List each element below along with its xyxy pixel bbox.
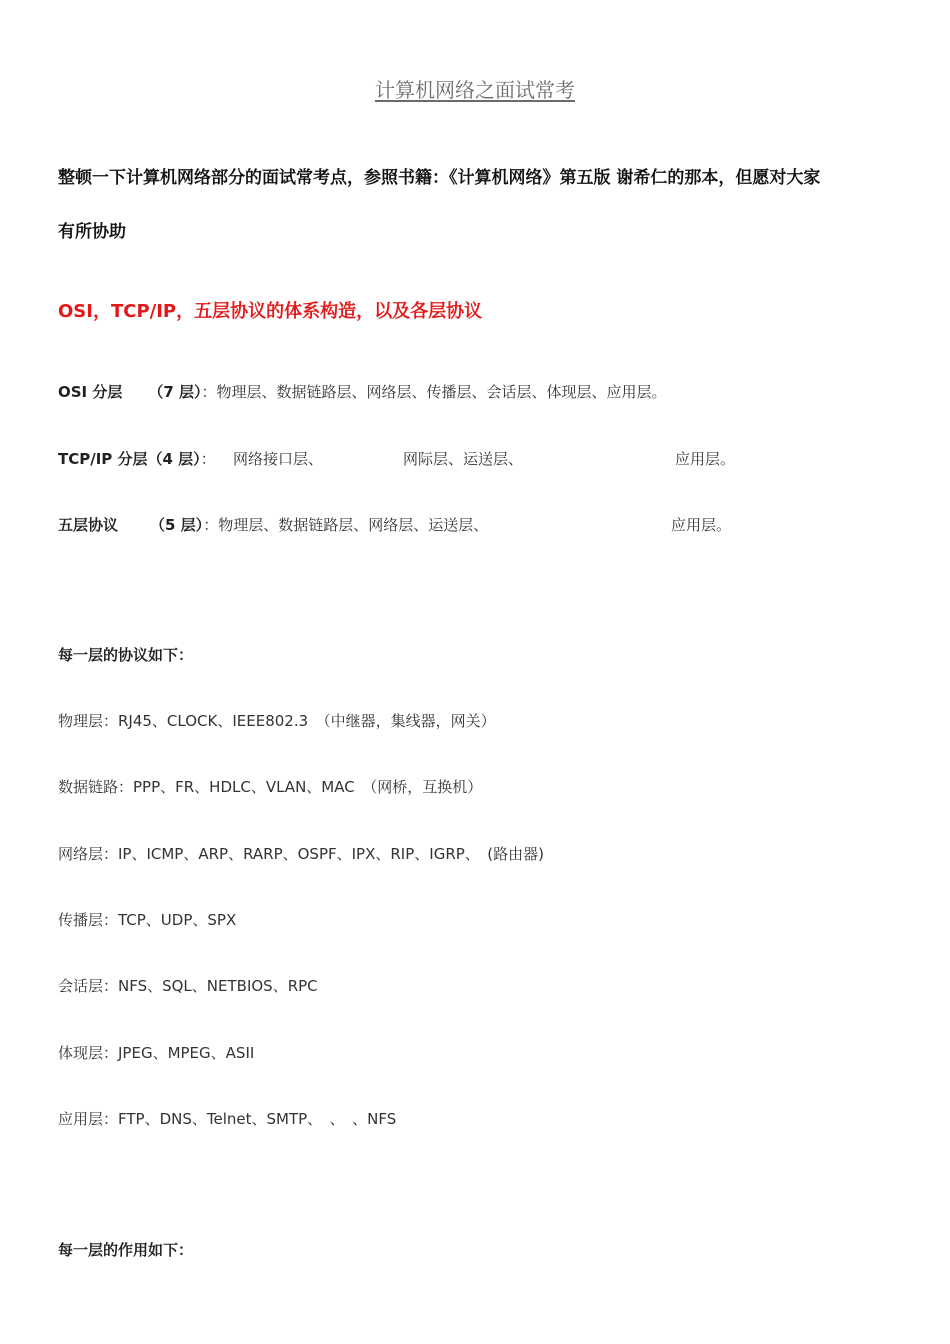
layer-text-tcpip-3: 应用层。 [675, 450, 736, 468]
layer-count-tcpip: （4 层） [147, 450, 201, 468]
document-title: 计算机网络之面试常考 [375, 78, 575, 102]
layer-count-five: （5 层） [150, 516, 204, 534]
protocol-line-presentation: 体现层：JPEG、MPEG、ASII [58, 1044, 255, 1062]
protocols-heading: 每一层的协议如下： [58, 646, 194, 664]
section-heading-architecture: OSI，TCP/IP，五层协议的体系构造，以及各层协议 [58, 301, 483, 322]
layer-sep-tcpip: ： [200, 450, 216, 468]
layer-row-tcpip [58, 448, 216, 469]
protocol-line-application: 应用层：FTP、DNS、Telnet、SMTP、 、 、NFS [58, 1110, 397, 1128]
layer-row-five [58, 514, 488, 535]
layer-sep-five: ： [203, 516, 219, 534]
intro-line-1: 整顿一下计算机网络部分的面试常考点，参照书籍：《计算机网络》第五版 谢希仁的那本，但愿对大家 [58, 168, 821, 188]
protocol-line-network: 网络层：IP、ICMP、ARP、RARP、OSPF、IPX、RIP、IGRP、 (路由器) [58, 845, 544, 863]
layer-text-five-1: 物理层、数据链路层、网络层、运送层、 [218, 516, 489, 534]
protocol-line-physical: 物理层：RJ45、CLOCK、IEEE802.3 （中继器，集线器，网关） [58, 712, 496, 730]
layer-count-osi: （7 层） [148, 383, 202, 401]
layer-text-tcpip-1: 网络接口层、 [233, 450, 324, 468]
protocol-line-transport: 传播层：TCP、UDP、SPX [58, 911, 237, 929]
layer-label-tcpip: TCP/IP 分层 [58, 450, 148, 468]
layer-text-osi: 物理层、数据链路层、网络层、传播层、会话层、体现层、应用层。 [216, 383, 667, 401]
layer-label-five: 五层协议 [58, 516, 119, 534]
layer-text-five-2: 应用层。 [671, 516, 732, 534]
layer-sep-osi: ： [201, 383, 217, 401]
intro-line-2: 有所协助 [58, 222, 126, 242]
layer-text-tcpip-2: 网际层、运送层、 [403, 450, 524, 468]
protocol-line-datalink: 数据链路：PPP、FR、HDLC、VLAN、MAC （网桥，互换机） [58, 778, 483, 796]
protocol-line-session: 会话层：NFS、SQL、NETBIOS、RPC [58, 977, 318, 995]
layer-label-osi: OSI 分层 [58, 383, 123, 401]
functions-heading: 每一层的作用如下： [58, 1241, 194, 1259]
layer-row-osi [58, 381, 667, 402]
